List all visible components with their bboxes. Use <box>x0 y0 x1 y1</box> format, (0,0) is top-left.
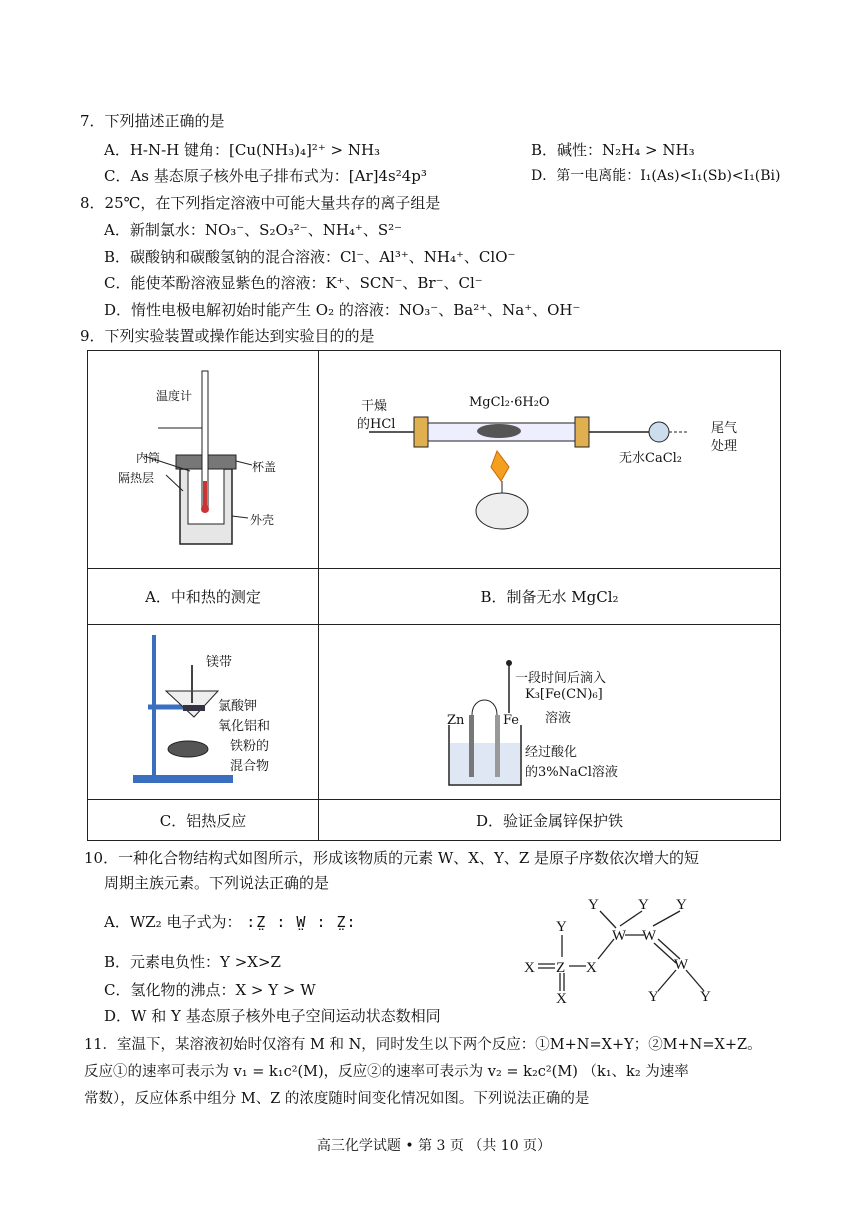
label-dry: 干燥 <box>361 399 388 414</box>
caption-a: A．中和热的测定 <box>88 569 319 625</box>
q8-option-a: A．新制氯水：NO₃⁻、S₂O₃²⁻、NH₄⁺、S²⁻ <box>104 221 403 239</box>
label-mix2: 铁粉的 <box>230 739 270 754</box>
q7-option-c: C．As 基态原子核外电子排布式为：[Ar]4s²4p³ <box>104 167 427 185</box>
atom-y3: Y <box>638 897 649 913</box>
q7-stem: 7．下列描述正确的是 <box>80 112 225 130</box>
atom-y1: Y <box>556 919 567 935</box>
figure-d-cell <box>319 625 781 800</box>
q8-option-d: D．惰性电极电解初始时能产生 O₂ 的溶液：NO₃⁻、Ba²⁺、Na⁺、OH⁻ <box>104 301 581 319</box>
label-drop-in: 一段时间后滴入 <box>515 671 607 686</box>
q11-line-1: 11．室温下，某溶液初始时仅溶有 M 和 N，同时发生以下两个反应：①M+N=X+Y；②M+N=X+Z。 <box>84 1037 762 1053</box>
label-thermometer: 温度计 <box>156 389 193 403</box>
q8-stem: 8．25℃，在下列指定溶液中可能大量共存的离子组是 <box>80 194 441 212</box>
atom-w2: W <box>642 928 657 944</box>
q7-option-b: B．碱性：N₂H₄ > NH₃ <box>531 141 695 159</box>
q7-option-a: A．H-N-H 键角：[Cu(NH₃)₄]²⁺ > NH₃ <box>104 141 381 159</box>
atom-w1: W <box>612 928 627 944</box>
label-kclo3: 氯酸钾 <box>218 699 258 714</box>
caption-d: D．验证金属锌保护铁 <box>319 800 781 841</box>
atom-y6: Y <box>700 989 711 1005</box>
q10-option-c: C．氢化物的沸点：X > Y > W <box>104 981 316 999</box>
label-nacl: 的3%NaCl溶液 <box>525 765 618 780</box>
label-insulation: 隔热层 <box>118 471 155 485</box>
label-treatment: 处理 <box>711 439 738 454</box>
structure-formula <box>520 895 730 1005</box>
label-lid: 杯盖 <box>252 460 277 474</box>
label-mg-ribbon: 镁带 <box>206 655 233 670</box>
label-tail-gas: 尾气 <box>711 421 738 436</box>
q8-option-c: C．能使苯酚溶液显紫色的溶液：K⁺、SCN⁻、Br⁻、Cl⁻ <box>104 274 483 292</box>
q10-stem-2: 周期主族元素。下列说法正确的是 <box>104 874 330 892</box>
atom-y2: Y <box>588 897 599 913</box>
mgcl2-apparatus-diagram <box>319 351 781 568</box>
caption-c: C．铝热反应 <box>88 800 319 841</box>
label-solution: 溶液 <box>545 711 572 726</box>
q10-option-b: B．元素电负性：Y >X>Z <box>104 953 281 971</box>
q7-option-d: D．第一电离能：I₁(As)<I₁(Sb)<I₁(Bi) <box>531 168 781 184</box>
q10-option-a <box>104 912 357 932</box>
label-zn: Zn <box>447 713 465 728</box>
figure-c-cell <box>88 625 319 800</box>
label-inner-tube: 内筒 <box>136 451 161 465</box>
q10-option-a-label: A．WZ₂ 电子式为： <box>104 913 242 931</box>
q11-line-3: 常数），反应体系中组分 M、Z 的浓度随时间变化情况如图。下列说法正确的是 <box>84 1091 590 1107</box>
label-cacl2: 无水CaCl₂ <box>619 451 683 466</box>
atom-x2: X <box>586 960 597 976</box>
atom-x1: X <box>524 960 535 976</box>
atom-z: Z <box>556 960 566 976</box>
caption-b: B．制备无水 MgCl₂ <box>319 569 781 625</box>
label-acidified: 经过酸化 <box>525 745 578 760</box>
page-footer: 高三化学试题 • 第 3 页 （共 10 页） <box>316 1138 552 1154</box>
label-mix1: 氧化铝和 <box>218 719 271 734</box>
label-hcl: 的HCl <box>357 417 396 432</box>
label-mix3: 混合物 <box>230 759 270 774</box>
figure-a-cell <box>88 351 319 569</box>
figure-b-cell <box>319 351 781 569</box>
atom-y4: Y <box>676 897 687 913</box>
calorimeter-diagram <box>88 351 318 568</box>
q10-stem-1: 10．一种化合物结构式如图所示，形成该物质的元素 W、X、Y、Z 是原子序数依次增大的短 <box>84 849 700 867</box>
q8-option-b: B．碳酸钠和碳酸氢钠的混合溶液：Cl⁻、Al³⁺、NH₄⁺、ClO⁻ <box>104 248 516 266</box>
thermite-diagram <box>88 625 318 799</box>
label-ferricyanide: K₃[Fe(CN)₆] <box>525 687 603 702</box>
q10-option-a-formula: :Z̤ : W̤ : Z̤: <box>246 913 357 931</box>
atom-w3: W <box>674 957 689 973</box>
q9-stem: 9．下列实验装置或操作能达到实验目的的是 <box>80 327 375 345</box>
label-fe: Fe <box>503 713 520 728</box>
experiment-table <box>87 350 781 841</box>
q11-line-2: 反应①的速率可表示为 v₁ = k₁c²(M)，反应②的速率可表示为 v₂ = k₂c²(M) （k₁、k₂ 为速率 <box>84 1064 689 1080</box>
q10-option-d: D．W 和 Y 基态原子核外电子空间运动状态数相同 <box>104 1007 441 1025</box>
label-shell: 外壳 <box>250 513 275 527</box>
label-mgcl2-hydrate: MgCl₂·6H₂O <box>469 395 550 410</box>
atom-y5: Y <box>648 989 659 1005</box>
atom-x3: X <box>556 991 567 1005</box>
